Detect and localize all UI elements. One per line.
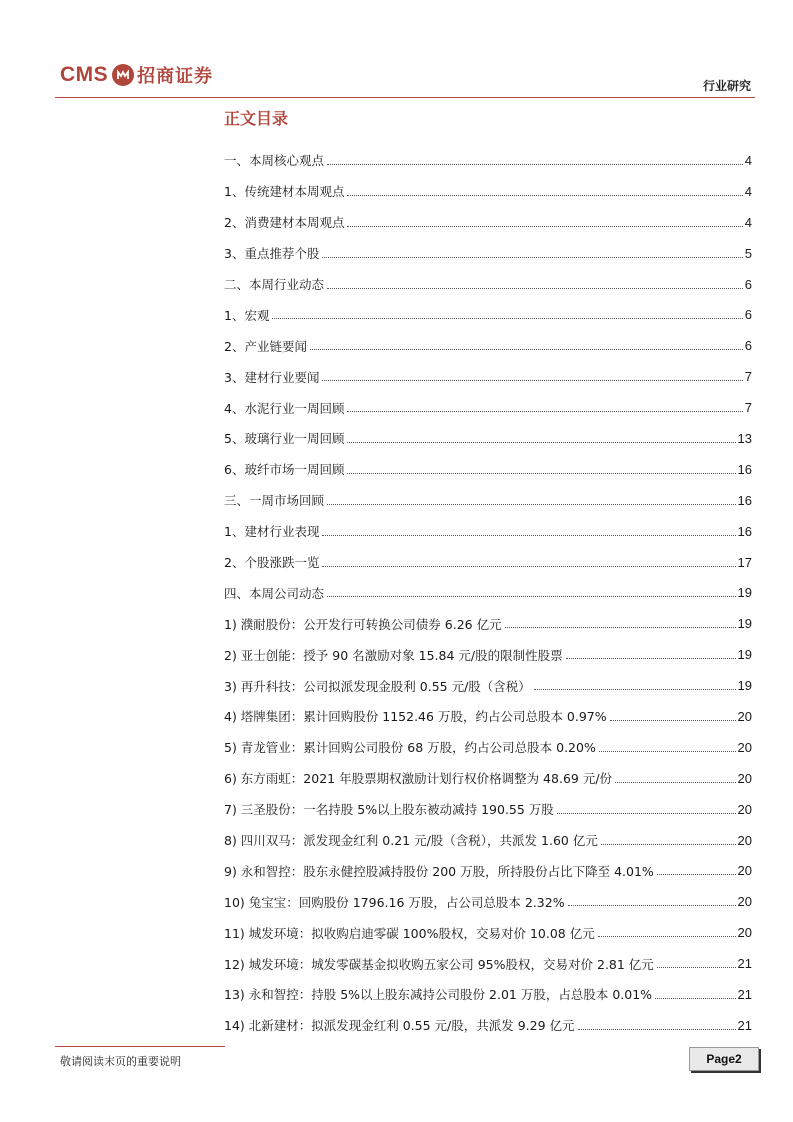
toc-entry-label: 2、个股涨跌一览 [224, 555, 320, 571]
toc-entry-label: 2、消费建材本周观点 [224, 215, 345, 231]
toc-leader-dots [310, 349, 743, 350]
toc-entry-page: 7 [744, 400, 752, 416]
toc-leader-dots [534, 689, 736, 690]
toc-leader-dots [657, 967, 736, 968]
logo-chinese-name: 招商证券 [137, 66, 214, 87]
toc-leader-dots [327, 596, 736, 597]
toc-entry-label: 3、建材行业要闻 [224, 369, 320, 385]
toc-entry[interactable] [224, 330, 752, 361]
toc-entry-label: 5、玻璃行业一周回顾 [224, 431, 345, 447]
toc-entry[interactable] [224, 238, 752, 269]
toc-entry-label: 10) 兔宝宝：回购股份 1796.16 万股，占公司总股本 2.32% [224, 894, 565, 910]
toc-entry-label: 一、本周核心观点 [224, 153, 325, 169]
toc-entry-label: 14) 北新建材：拟派发现金红利 0.55 元/股，共派发 9.29 亿元 [224, 1018, 575, 1034]
toc-entry-page: 17 [737, 554, 752, 570]
toc-leader-dots [322, 380, 742, 381]
toc-leader-dots [322, 257, 742, 258]
toc-entry-label: 1、宏观 [224, 307, 270, 323]
toc-entry-label: 2) 亚士创能：授予 90 名激励对象 15.84 元/股的限制性股票 [224, 647, 563, 663]
toc-entry[interactable] [224, 855, 752, 886]
toc-entry-page: 20 [737, 770, 752, 786]
toc-entry[interactable] [224, 454, 752, 485]
toc-entry-label: 4) 塔牌集团：累计回购股份 1152.46 万股，约占公司总股本 0.97% [224, 709, 607, 725]
toc-leader-dots [655, 998, 736, 999]
toc-entry-page: 20 [737, 739, 752, 755]
toc-entry-page: 20 [737, 801, 752, 817]
toc-entry-label: 三、一周市场回顾 [224, 493, 325, 509]
toc-entry-label: 1) 濮耐股份：公开发行可转换公司债券 6.26 亿元 [224, 616, 502, 632]
toc-entry[interactable] [224, 516, 752, 547]
toc-entry[interactable] [224, 176, 752, 207]
toc-entry-label: 3) 再升科技：公司拟派发现金股利 0.55 元/股（含税） [224, 678, 531, 694]
footer-divider [55, 1046, 225, 1047]
toc-entry-page: 21 [737, 956, 752, 972]
toc-entry[interactable] [224, 763, 752, 794]
toc-entry[interactable] [224, 948, 752, 979]
toc-entry[interactable] [224, 732, 752, 763]
toc-entry[interactable] [224, 485, 752, 516]
toc-leader-dots [347, 473, 735, 474]
toc-leader-dots [615, 782, 735, 783]
toc-entry-page: 16 [737, 461, 752, 477]
toc-entry-label: 2、产业链要闻 [224, 338, 307, 354]
toc-leader-dots [657, 874, 736, 875]
toc-leader-dots [566, 658, 736, 659]
toc-entry-page: 4 [744, 214, 752, 230]
toc-leader-dots [272, 318, 742, 319]
toc-entry-page: 4 [744, 152, 752, 168]
toc-entry-label: 13) 永和智控：持股 5%以上股东减持公司股份 2.01 万股，占总股本 0.01% [224, 987, 653, 1003]
toc-entry-label: 3、重点推荐个股 [224, 246, 320, 262]
toc-entry[interactable] [224, 608, 752, 639]
toc-entry-label: 四、本周公司动态 [224, 585, 325, 601]
toc-entry-page: 16 [737, 492, 752, 508]
toc-entry-label: 9) 永和智控：股东永健控股减持股份 200 万股，所持股份占比下降至 4.01% [224, 863, 654, 879]
toc-leader-dots [610, 720, 736, 721]
header-divider [55, 97, 755, 98]
toc-entry[interactable] [224, 145, 752, 176]
toc-leader-dots [599, 751, 736, 752]
toc-entry-label: 4、水泥行业一周回顾 [224, 400, 345, 416]
toc-entry[interactable] [224, 547, 752, 578]
toc-entry[interactable] [224, 423, 752, 454]
toc-leader-dots [347, 442, 735, 443]
company-logo [60, 60, 213, 90]
toc-entry[interactable] [224, 670, 752, 701]
toc-leader-dots [568, 905, 736, 906]
toc-entry[interactable] [224, 979, 752, 1010]
toc-entry[interactable] [224, 392, 752, 423]
toc-leader-dots [327, 504, 736, 505]
toc-entry-page: 20 [737, 925, 752, 941]
toc-entry[interactable] [224, 207, 752, 238]
toc-leader-dots [347, 411, 742, 412]
toc-entry-page: 13 [737, 430, 752, 446]
toc-entry-page: 20 [737, 894, 752, 910]
toc-entry-page: 21 [737, 1017, 752, 1033]
toc-entry-page: 21 [737, 986, 752, 1002]
page-number-badge: Page2 [689, 1047, 759, 1071]
toc-entry-page: 16 [737, 523, 752, 539]
toc-entry-label: 1、传统建材本周观点 [224, 184, 345, 200]
toc-entry-page: 6 [744, 338, 752, 354]
toc-entry-page: 19 [737, 678, 752, 694]
report-category: 行业研究 [702, 79, 751, 93]
toc-entry[interactable] [224, 361, 752, 392]
toc-entry-label: 7) 三圣股份：一名持股 5%以上股东被动减持 190.55 万股 [224, 802, 554, 818]
toc-entry[interactable] [224, 577, 752, 608]
toc-entry[interactable] [224, 701, 752, 732]
toc-leader-dots [557, 813, 736, 814]
toc-entry[interactable] [224, 917, 752, 948]
toc-entry-label: 11) 城发环境：拟收购启迪零碳 100%股权，交易对价 10.08 亿元 [224, 925, 595, 941]
toc-entry[interactable] [224, 269, 752, 300]
toc-leader-dots [322, 566, 735, 567]
toc-leader-dots [347, 195, 742, 196]
toc-entry[interactable] [224, 886, 752, 917]
table-of-contents [224, 145, 752, 1041]
toc-entry-page: 20 [737, 863, 752, 879]
toc-title: 正文目录 [224, 109, 289, 128]
toc-leader-dots [598, 936, 736, 937]
toc-entry[interactable] [224, 639, 752, 670]
toc-entry[interactable] [224, 825, 752, 856]
toc-entry[interactable] [224, 1010, 752, 1041]
toc-entry-label: 8) 四川双马：派发现金红利 0.21 元/股（含税），共派发 1.60 亿元 [224, 833, 598, 849]
toc-entry-label: 5) 青龙管业：累计回购公司股份 68 万股，约占公司总股本 0.20% [224, 740, 596, 756]
toc-leader-dots [327, 288, 743, 289]
toc-entry-page: 20 [737, 708, 752, 724]
toc-entry-label: 12) 城发环境：城发零碳基金拟收购五家公司 95%股权，交易对价 2.81 亿元 [224, 956, 654, 972]
toc-leader-dots [327, 164, 743, 165]
toc-entry-page: 6 [744, 307, 752, 323]
toc-leader-dots [322, 535, 735, 536]
toc-leader-dots [505, 627, 736, 628]
toc-entry-label: 1、建材行业表现 [224, 524, 320, 540]
toc-entry-page: 19 [737, 616, 752, 632]
logo-emblem-icon [112, 64, 134, 86]
toc-entry-page: 5 [744, 245, 752, 261]
toc-entry-page: 7 [744, 369, 752, 385]
toc-entry-page: 19 [737, 585, 752, 601]
disclaimer-note: 敬请阅读末页的重要说明 [60, 1055, 181, 1068]
toc-entry[interactable] [224, 794, 752, 825]
toc-leader-dots [347, 226, 742, 227]
toc-entry-page: 20 [737, 832, 752, 848]
toc-leader-dots [578, 1029, 736, 1030]
toc-entry-page: 19 [737, 647, 752, 663]
logo-text: CMS [60, 63, 109, 86]
toc-entry-page: 6 [744, 276, 752, 292]
toc-entry-page: 4 [744, 183, 752, 199]
toc-entry-label: 6、玻纤市场一周回顾 [224, 462, 345, 478]
toc-entry-label: 二、本周行业动态 [224, 277, 325, 292]
toc-entry[interactable] [224, 299, 752, 330]
toc-leader-dots [601, 844, 736, 845]
toc-entry-label: 6) 东方雨虹：2021 年股票期权激励计划行权价格调整为 48.69 元/份 [224, 771, 613, 787]
